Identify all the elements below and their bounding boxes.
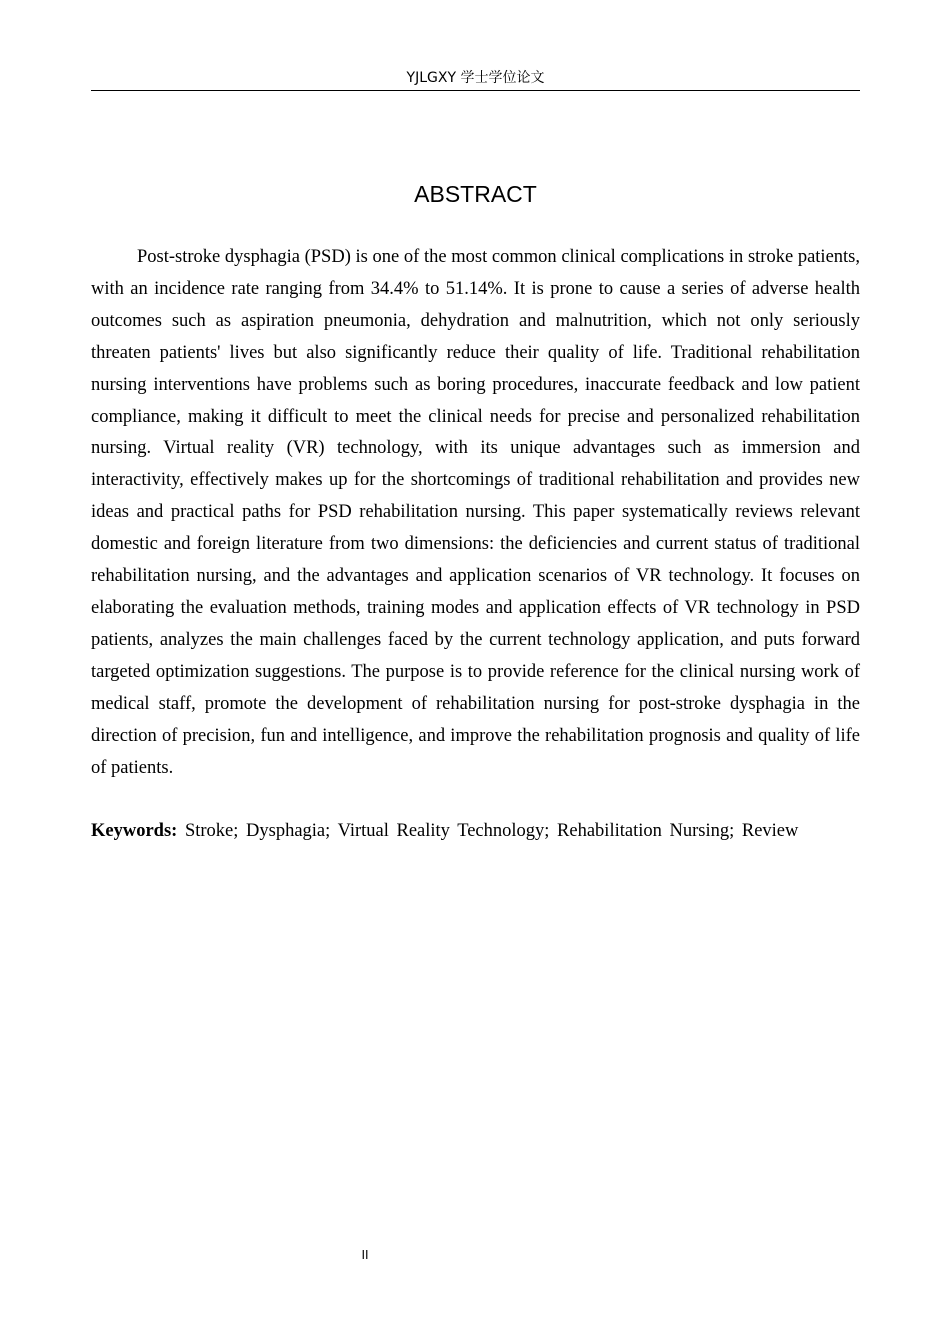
keywords-list: Stroke; Dysphagia; Virtual Reality Technology; Rehabilitation Nursing; Review	[184, 821, 799, 841]
abstract-title: ABSTRACT	[414, 181, 537, 207]
keywords-label: Keywords:	[91, 821, 178, 841]
page-header	[91, 68, 860, 91]
page-number: II	[361, 1248, 369, 1262]
abstract-body: Post-stroke dysphagia (PSD) is one of the most common clinical complications in stroke patients, with an incidence rate ranging from 34.4% to 51.14%. It is prone to cause a series of adverse health outcomes such as aspiration pneumonia, dehydration and malnutrition, which not only seriously threaten patients' lives but also significantly reduce their quality of life. Traditional rehabilitation nursing interventions have problems such as boring procedures, inaccurate feedback and low patient compliance, making it difficult to meet the clinical needs for precise and personalized rehabilitation nursing. Virtual reality (VR) technology, with its unique advantages such as immersion and interactivity, effectively makes up for the shortcomings of traditional rehabilitation and provides new ideas and practical paths for PSD rehabilitation nursing. This paper systematically reviews relevant domestic and foreign literature from two dimensions: the deficiencies and current status of traditional rehabilitation nursing, and the advantages and application scenarios of VR technology. It focuses on elaborating the evaluation methods, training modes and application effects of VR technology in PSD patients, analyzes the main challenges faced by the current technology application, and puts forward targeted optimization suggestions. The purpose is to provide reference for the clinical nursing work of medical staff, promote the development of rehabilitation nursing for post-stroke dysphagia in the direction of precision, fun and intelligence, and improve the rehabilitation prognosis and quality of life of patients.	[91, 247, 860, 778]
keywords-line	[91, 816, 860, 848]
running-title: YJLGXY 学士学位论文	[406, 70, 545, 86]
